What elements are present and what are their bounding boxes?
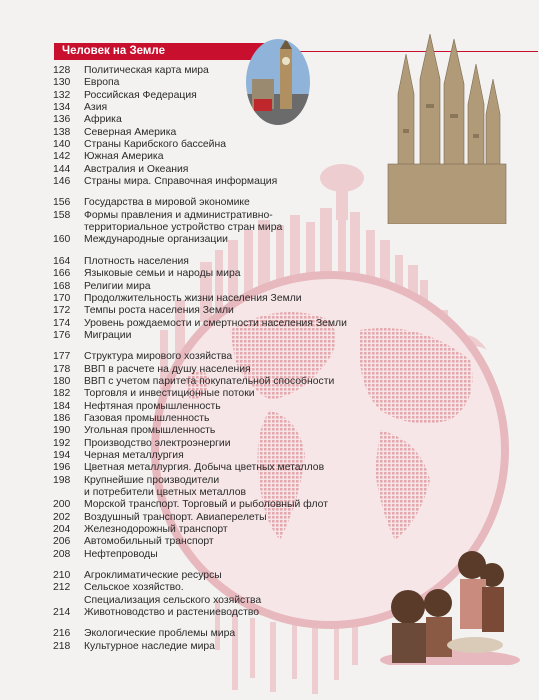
toc-entry[interactable]: 200 Морской транспорт. Торговый и рыболовный флот bbox=[53, 499, 328, 511]
toc-entry[interactable]: 140 Страны Карибского бассейна bbox=[53, 139, 227, 151]
toc-entry[interactable]: 174 Уровень рождаемости и смертности населения Земли bbox=[53, 317, 347, 329]
toc-entry[interactable]: 142 Южная Америка bbox=[53, 151, 164, 163]
toc-entry[interactable]: 130 Европа bbox=[53, 77, 120, 89]
toc-entry[interactable]: 210 Агроклиматические ресурсы bbox=[53, 570, 222, 582]
toc-entry[interactable]: 160 Международные организации bbox=[53, 234, 228, 246]
toc-entry[interactable]: 158 Формы правления и административно- bbox=[53, 209, 273, 221]
toc-entry-continuation: территориальное устройство стран мира bbox=[84, 222, 283, 234]
toc-entry[interactable]: 146 Страны мира. Справочная информация bbox=[53, 176, 278, 188]
toc-entry[interactable]: 177 Структура мирового хозяйства bbox=[53, 351, 233, 363]
toc-entry[interactable]: 144 Австралия и Океания bbox=[53, 163, 189, 175]
toc-entry[interactable]: 176 Миграции bbox=[53, 329, 132, 341]
toc-entry[interactable]: 192 Производство электроэнергии bbox=[53, 437, 231, 449]
toc-entry[interactable]: 214 Животноводство и растениеводство bbox=[53, 607, 260, 619]
cathedral-photo bbox=[378, 34, 508, 224]
toc-entry[interactable]: 212 Сельское хозяйство. bbox=[53, 582, 184, 594]
toc-entry[interactable]: 134 Азия bbox=[53, 102, 108, 114]
table-of-contents bbox=[53, 65, 383, 662]
toc-entry[interactable]: 178 ВВП в расчете на душу населения bbox=[53, 363, 251, 375]
toc-entry[interactable]: 202 Воздушный транспорт. Авиаперелеты bbox=[53, 511, 267, 523]
toc-entry[interactable]: 128 Политическая карта мира bbox=[53, 65, 209, 76]
toc-group-population bbox=[53, 256, 383, 342]
toc-entry[interactable]: 184 Нефтяная промышленность bbox=[53, 400, 221, 412]
toc-entry[interactable]: 194 Черная металлургия bbox=[53, 449, 184, 461]
toc-entry[interactable]: 208 Нефтепроводы bbox=[53, 548, 158, 560]
toc-entry[interactable]: 132 Российская Федерация bbox=[53, 89, 197, 101]
toc-entry[interactable]: 196 Цветная металлургия. Добыча цветных металлов bbox=[53, 462, 325, 474]
toc-entry[interactable]: 180 ВВП с учетом паритета покупательной способности bbox=[53, 375, 335, 387]
toc-entry-continuation: и потребители цветных металлов bbox=[84, 487, 247, 498]
toc-entry[interactable]: 136 Африка bbox=[53, 114, 122, 126]
toc-group-economy-states bbox=[53, 197, 383, 246]
toc-group-agriculture bbox=[53, 570, 383, 619]
toc-entry[interactable]: 182 Торговля и инвестиционные потоки bbox=[53, 388, 255, 400]
toc-entry[interactable]: 170 Продолжительность жизни населения Земли bbox=[53, 292, 302, 304]
toc-entry[interactable]: 190 Угольная промышленность bbox=[53, 425, 216, 437]
toc-entry[interactable]: 138 Северная Америка bbox=[53, 126, 177, 138]
section-header: Человек на Земле bbox=[54, 43, 288, 60]
toc-entry[interactable]: 166 Языковые семьи и народы мира bbox=[53, 268, 241, 280]
toc-entry[interactable]: 168 Религии мира bbox=[53, 280, 151, 292]
toc-entry[interactable]: 204 Железнодорожный транспорт bbox=[53, 524, 228, 536]
toc-entry[interactable]: 198 Крупнейшие производители bbox=[53, 474, 220, 486]
toc-entry[interactable]: 172 Темпы роста населения Земли bbox=[53, 305, 234, 317]
toc-group-countries bbox=[53, 65, 383, 188]
toc-group-ecology bbox=[53, 628, 383, 653]
children-photo bbox=[380, 545, 520, 665]
toc-entry[interactable]: 218 Культурное наследие мира bbox=[53, 640, 215, 652]
toc-group-industry bbox=[53, 351, 383, 561]
toc-entry[interactable]: 206 Автомобильный транспорт bbox=[53, 536, 214, 548]
toc-entry[interactable]: 156 Государства в мировой экономике bbox=[53, 197, 250, 209]
toc-entry[interactable]: 216 Экологические проблемы мира bbox=[53, 628, 236, 640]
toc-entry[interactable]: 186 Газовая промышленность bbox=[53, 412, 210, 424]
toc-entry-continuation: Специализация сельского хозяйства bbox=[84, 594, 262, 606]
toc-entry[interactable]: 164 Плотность населения bbox=[53, 255, 189, 267]
